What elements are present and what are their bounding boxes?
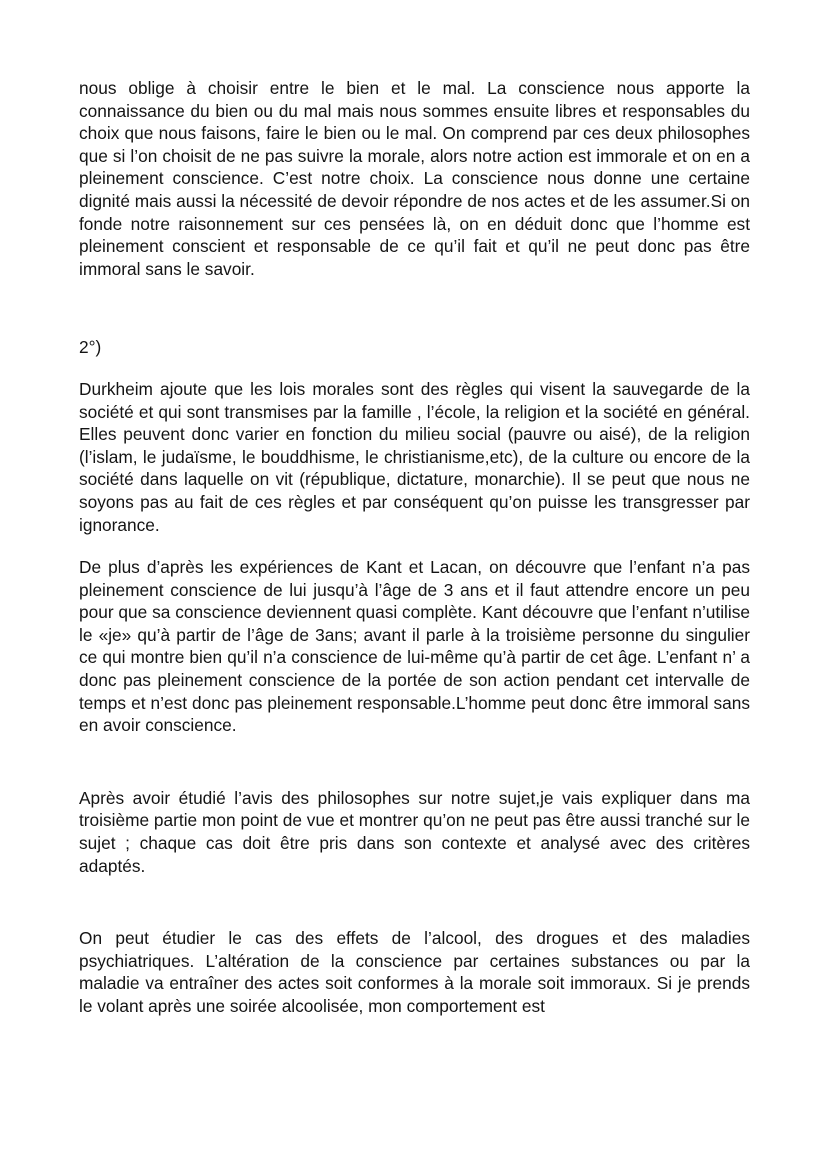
paragraph-conscience-choice: nous oblige à choisir entre le bien et le mal. La conscience nous apporte la connaissance du bien ou du mal mais nous sommes ensuite libres et responsables du choix que nous faisons, faire le bien ou le mal. On comprend par ces deux philosophes que si l’on choisit de ne pas suivre la morale, alors notre action est immorale et on en a pleinement conscience. C’est notre choix. La conscience nous donne une certaine dignité mais aussi la nécessité de devoir répondre de nos actes et de les assumer.Si on fonde notre raisonnement sur ces pensées là, on en déduit donc que l’homme est pleinement conscient et responsable de ce qu’il fait et qu’il ne peut donc pas être immoral sans le savoir. — [79, 78, 750, 279]
spacer — [79, 877, 750, 927]
paragraph-transition: Après avoir étudié l’avis des philosophes sur notre sujet,je vais expliquer dans ma troisième partie mon point de vue et montrer qu’on ne peut pas être aussi tranché sur le sujet ; chaque cas doit être pris dans son contexte et analysé avec des critères adaptés. — [79, 787, 750, 876]
spacer — [79, 536, 750, 556]
section-heading-2: 2°) — [79, 337, 102, 358]
paragraph-alcohol-drugs: On peut étudier le cas des effets de l’alcool, des drogues et des maladies psychiatriques. L’altération de la conscience par certaines substances ou par la maladie va entraîner des actes soit conformes à la morale soit immoraux. Si je prends le volant après une soirée alcoolisée, mon comportement est — [79, 928, 750, 1016]
spacer — [79, 737, 750, 787]
paragraph-durkheim: Durkheim ajoute que les lois morales sont des règles qui visent la sauvegarde de la société et qui sont transmises par la famille , l’école, la religion et la société en général. Elles peuvent donc varier en fonction du milieu social (pauvre ou aisé), de la religion (l’islam, le judaïsme, le bouddhisme, le christianisme,etc), de la culture ou encore de la société dans laquelle on vit (république, dictature, monarchie). Il se peut que nous ne soyons pas au fait de ces règles et par conséquent qu’on puisse les transgresser par ignorance. — [79, 378, 750, 535]
spacer — [79, 280, 750, 336]
document-body — [79, 77, 750, 1018]
spacer — [79, 359, 750, 378]
paragraph-kant-lacan: De plus d’après les expériences de Kant et Lacan, on découvre que l’enfant n’a pas pleinement conscience de lui jusqu’à l’âge de 3 ans et il faut attendre encore un peu pour que sa conscience deviennent quasi complète. Kant découvre que l’enfant n’utilise le «je» qu’à partir de l’âge de 3ans; avant il parle à la troisième personne du singulier ce qui montre bien qu’il n’a conscience de lui-même qu’à partir de cet âge. L’enfant n’ a donc pas pleinement conscience de la portée de son action pendant cet intervalle de temps et n’est donc pas pleinement responsable.L’homme peut donc être immoral sans en avoir conscience. — [79, 557, 750, 736]
